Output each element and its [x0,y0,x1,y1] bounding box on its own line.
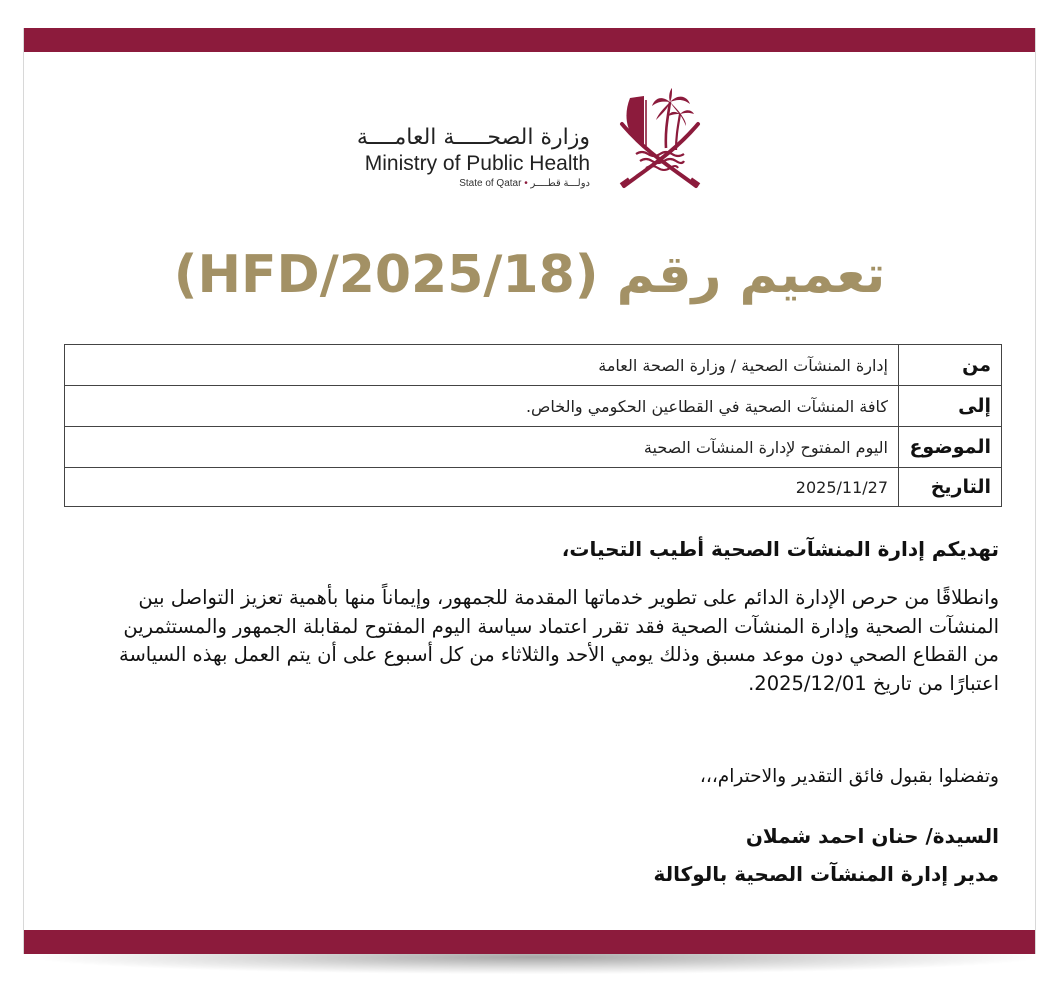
memo-key: من [899,345,1002,386]
memo-row-date [65,468,1002,507]
greeting: تهديكم إدارة المنشآت الصحية أطيب التحيات، [561,537,999,561]
logo-state-ar: دولـــة قطــــر [530,178,590,189]
memo-key: التاريخ [899,468,1002,507]
memo-row-to [65,386,1002,427]
signatory-title: مدير إدارة المنشآت الصحية بالوكالة [653,862,999,886]
header-band [24,28,1035,52]
logo-english-name: Ministry of Public Health [364,152,590,175]
logo-state-en: State of Qatar [459,178,522,189]
logo-text [357,124,590,192]
logo-dot: • [521,178,528,189]
closing-line: وتفضلوا بقبول فائق التقدير والاحترام،،، [699,766,999,787]
memo-value: إدارة المنشآت الصحية / وزارة الصحة العامة [65,345,899,386]
logo-arabic-name: وزارة الصحـــــة العامــــة [356,125,590,150]
footer-band [24,930,1035,954]
memo-key: إلى [899,386,1002,427]
circular-document [23,28,1036,954]
memo-row-subject [65,427,1002,468]
memo-value: كافة المنشآت الصحية في القطاعين الحكومي والخاص. [65,386,899,427]
memo-header-table [64,344,1002,507]
memo-value: اليوم المفتوح لإدارة المنشآت الصحية [65,427,899,468]
memo-row-from [65,345,1002,386]
memo-key: الموضوع [899,427,1002,468]
logo-state [357,176,590,192]
ministry-logo [24,88,1035,208]
circular-title: تعميم رقم (HFD/2025/18) [173,245,886,305]
qatar-emblem-icon [614,88,706,198]
memo-value: 2025/11/27 [65,468,899,507]
body-paragraph: وانطلاقًا من حرص الإدارة الدائم على تطوير خدماتها المقدمة للجمهور، وإيماناً منها بأهمية تعزيز التواصل بين المنشآت الصحية وإدارة المنشآت الصحية فقد تقرر اعتماد سياسة اليوم المفتوح لمقابلة الجمهور والمستثمرين من القطاع الصحي دون موعد مسبق وذلك يومي الأحد والثلاثاء من كل أسبوع على أن يتم العمل بهذه السياسة اعتبارًا من تاريخ 2025/12/01. [118,586,999,695]
signatory-name: السيدة/ حنان احمد شملان [745,824,999,848]
